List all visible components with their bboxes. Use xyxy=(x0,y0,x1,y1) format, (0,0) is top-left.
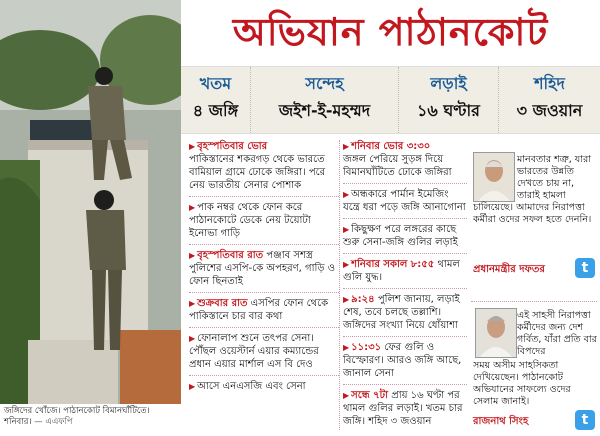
divider xyxy=(343,183,467,184)
divider xyxy=(189,292,339,293)
timeline-entry xyxy=(343,223,467,249)
bullet-icon: ▶ xyxy=(343,391,350,400)
entry-text: পাক নম্বর থেকে ফোন করে পাঠানকোটে ডেকে নেয় টয়োটা ইনোভা গাড়ি xyxy=(189,202,311,239)
stat-label: খতম xyxy=(199,74,232,93)
timeline-entry xyxy=(343,389,467,428)
bullet-icon: ▶ xyxy=(189,251,196,260)
entry-time: শনিবার ভোর ৩:৩০ xyxy=(351,141,431,152)
timeline-entry xyxy=(189,297,339,323)
bullet-icon: ▶ xyxy=(189,142,196,151)
divider xyxy=(343,218,467,219)
entry-text: অন্ধকারে পার্মান ইমেজিং যন্ত্রে ধরা পড়ে জঙ্গি আনাগোনা xyxy=(343,189,466,213)
bullet-icon: ▶ xyxy=(343,295,350,304)
entry-time: বৃহস্পতিবার রাত xyxy=(197,250,264,261)
bullet-icon: ▶ xyxy=(189,299,196,308)
quote-text-bottom: চালিয়েছে। আমাদের নিরাপত্তা কর্মীরা ওদের সফল হতে দেননি। xyxy=(473,202,592,225)
person-icon xyxy=(476,309,516,357)
divider xyxy=(189,375,339,376)
bullet-icon: ▶ xyxy=(189,382,196,391)
portrait-pm xyxy=(473,152,515,202)
entry-text: জঙ্গল পেরিয়ে সুড়ঙ্গ দিয়ে বিমানঘাঁটিতে ঢোকে জঙ্গিরা xyxy=(343,154,452,178)
stat-value: ৩ জওয়ান xyxy=(516,101,583,120)
column-divider xyxy=(339,140,340,430)
bullet-icon: ▶ xyxy=(189,203,196,212)
timeline-entry xyxy=(189,332,339,371)
bullet-icon: ▶ xyxy=(189,334,196,343)
quote-pm xyxy=(471,146,597,304)
timeline-entry xyxy=(343,293,467,332)
timeline-entry xyxy=(343,140,467,179)
soldiers-photo-illustration xyxy=(0,0,181,404)
entry-text: আসে এনএসজি এবং সেনা xyxy=(197,381,306,392)
timeline-entry xyxy=(189,249,339,288)
entry-text: ফের গুলি ও বিস্ফোরণ। আরও জঙ্গি আছে, জানাল সেনা xyxy=(343,342,462,379)
bullet-icon: ▶ xyxy=(343,260,350,269)
person-icon xyxy=(474,153,514,201)
stat-martyrs xyxy=(499,67,600,133)
stat-label: শহিদ xyxy=(534,74,565,93)
entry-time: ৯:২৪ xyxy=(351,294,375,305)
entry-text: কিছুক্ষণ পরে লঙ্গরের কাছে শুরু সেনা-জঙ্গি গুলির লড়াই xyxy=(343,224,458,248)
caption-credit: — এএফপি xyxy=(34,417,73,427)
divider xyxy=(471,301,597,302)
caption-text: জঙ্গিদের খোঁজে। পাঠানকোট বিমানঘাঁটিতে। শনিবার। xyxy=(4,406,150,427)
bullet-icon: ▶ xyxy=(343,142,350,151)
entry-text: পাকিস্তানের শকরগড় থেকে ভারতে বামিয়াল গ্রামে ঢোকে জঙ্গিরা। পরে নেয় ভারতীয় সেনার পোশাক xyxy=(189,154,326,191)
entry-time: ১১:৩১ xyxy=(351,342,382,353)
entry-text: থামল গুলি যুদ্ধ। xyxy=(343,259,460,283)
timeline-entry xyxy=(189,140,339,192)
divider xyxy=(189,327,339,328)
quote-text-top: মানবতার শত্রু, যারা ভারতের উন্নতি দেখতে চায় না, তারাই হামলা xyxy=(517,154,591,201)
divider xyxy=(343,253,467,254)
bullet-icon: ▶ xyxy=(343,190,350,199)
divider xyxy=(189,244,339,245)
quote-attribution: প্রধানমন্ত্রীর দফতর xyxy=(473,264,545,275)
timeline-entry xyxy=(343,188,467,214)
quote-attribution: রাজনাথ সিংহ xyxy=(473,416,529,427)
timeline-left xyxy=(189,140,339,397)
content-panel xyxy=(181,0,600,436)
stat-label: সন্দেহ xyxy=(305,74,344,93)
quotes-panel xyxy=(471,140,600,436)
entry-text: ফোনালাপ শুনে তৎপর সেনা। পৌঁছল ওয়েস্টার্ন এয়ার কম্যান্ডের প্রধান এয়ার মার্শাল এস বি দেও xyxy=(189,333,319,370)
entry-time: শনিবার সকাল ৮:৫৫ xyxy=(351,259,435,270)
entry-text: পুলিশ জানায়, লড়াই শেষ, তবে চলছে তল্লাশি। জঙ্গিদের সংখ্যা নিয়ে ধোঁয়াশা xyxy=(343,294,460,331)
timeline-entry xyxy=(189,201,339,240)
divider xyxy=(189,196,339,197)
twitter-icon: t xyxy=(575,410,595,430)
quote-text-top: এই সাহসী নিরাপত্তা কর্মীদের জন্য দেশ গর্বিত, যাঁরা প্রতি বার বিপদের xyxy=(517,310,597,357)
timeline-entry xyxy=(343,341,467,380)
timeline-right xyxy=(343,140,467,432)
divider xyxy=(343,384,467,385)
entry-time: শুক্রবার রাত xyxy=(197,298,248,309)
stat-value: ৪ জঙ্গি xyxy=(192,101,239,120)
photo-caption xyxy=(0,404,181,436)
stat-suspect xyxy=(251,67,399,133)
twitter-icon: t xyxy=(575,258,595,278)
headline: অভিযান পাঠানকোট xyxy=(232,9,549,54)
stat-killed xyxy=(181,67,251,133)
divider xyxy=(343,288,467,289)
stat-value: জইশ-ই-মহম্মদ xyxy=(278,101,371,120)
bullet-icon: ▶ xyxy=(343,343,350,352)
entry-text: প্রায় ১৬ ঘণ্টা পর থামল গুলির লড়াই। খতম চার জঙ্গি। শহিদ ৩ জওয়ান xyxy=(343,390,463,427)
stat-value: ১৬ ঘণ্টার xyxy=(417,101,480,120)
news-photo xyxy=(0,0,181,404)
entry-text: পঞ্জাব সশস্ত্র পুলিশের এসপি-কে অপহরণ, গাড়ি ও ফোন ছিনতাই xyxy=(189,250,336,287)
timeline-entry xyxy=(189,380,339,393)
entry-time: সন্ধে ৭টা xyxy=(351,390,389,401)
stat-label: লড়াই xyxy=(430,74,467,93)
stats-bar xyxy=(181,66,600,134)
entry-time: বৃহস্পতিবার ভোর xyxy=(197,141,268,152)
quote-home-minister xyxy=(471,304,597,434)
stat-battle xyxy=(399,67,499,133)
portrait-home-minister xyxy=(475,308,517,358)
entry-text: এসপির ফোন থেকে পাকিস্তানে চার বার কথা xyxy=(189,298,329,322)
divider xyxy=(343,336,467,337)
timeline-entry xyxy=(343,258,467,284)
bullet-icon: ▶ xyxy=(343,225,350,234)
quote-text-bottom: সময় অসীম সাহসিকতা দেখিয়েছেন। পাঠানকোট অভিযানের সাফল্যে ওদের সেলাম জানাই। xyxy=(473,360,571,407)
